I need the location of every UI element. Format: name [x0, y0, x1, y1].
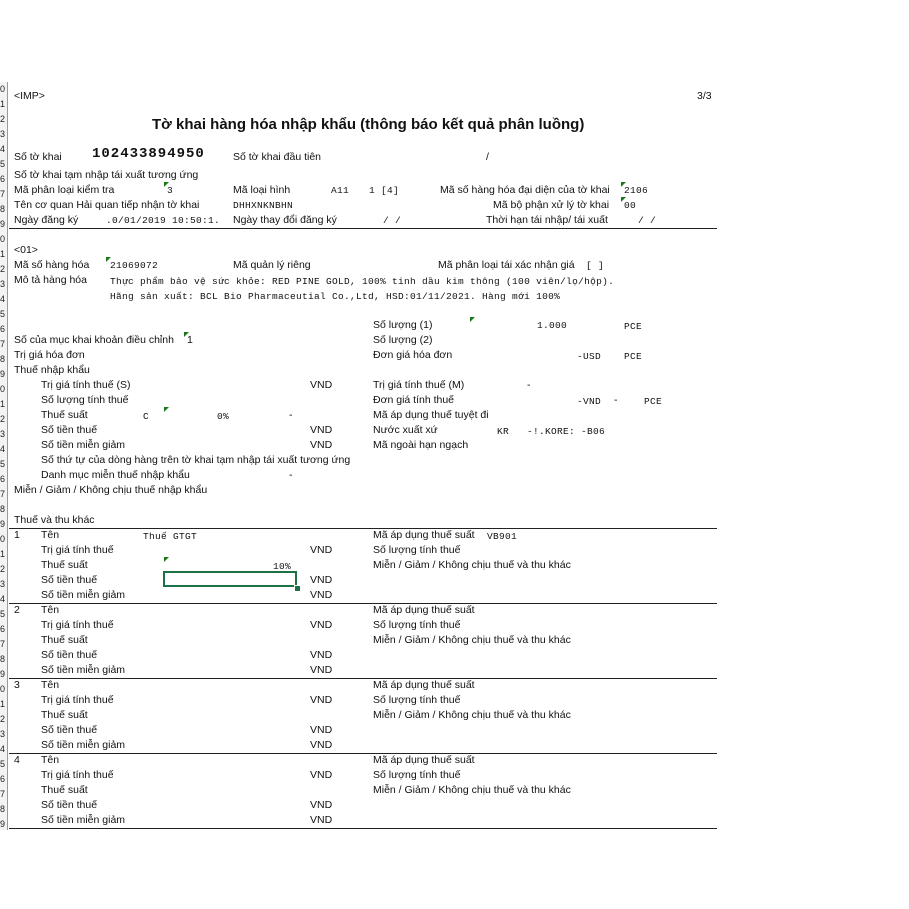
row-number[interactable]: 2: [0, 714, 6, 724]
ma-pl-tai-xac-label: Mã phân loại tái xác nhận giá: [438, 259, 575, 271]
so-tien-mien-giam-label: Số tiền miễn giảm: [41, 814, 126, 826]
cell-marker: [164, 407, 169, 412]
so-luong2-label: Số lượng (2): [373, 334, 433, 346]
tri-gia-tt-label: Trị giá tính thuế: [41, 769, 114, 781]
row-number[interactable]: 0: [0, 534, 6, 544]
ma-ad-value: VB901: [487, 531, 518, 542]
ma-loai-hinh-extra: 1 [4]: [369, 185, 400, 196]
so-luong1-value: 1.000: [537, 320, 568, 331]
ma-ad-ts-label: Mã áp dụng thuế suất: [373, 604, 475, 616]
vnd: VND: [310, 439, 333, 451]
row-number[interactable]: 8: [0, 654, 6, 664]
imp-tag: <IMP>: [14, 90, 45, 102]
nuoc-xuat-xu-code: KR: [497, 426, 510, 437]
so-luong-tt-label: Số lượng tính thuế: [373, 619, 461, 631]
so-luong-tt-label: Số lượng tính thuế: [373, 694, 461, 706]
so-luong1-unit: PCE: [624, 321, 643, 332]
ma-pl-kiem-tra-value: 3: [167, 185, 174, 196]
mien-giam-label: Miễn / Giảm / Không chịu thuế và thu khác: [373, 709, 571, 721]
ten-label: Tên: [41, 679, 60, 691]
row-number[interactable]: 1: [0, 99, 6, 109]
row-number[interactable]: 7: [0, 639, 6, 649]
row-number[interactable]: 8: [0, 354, 6, 364]
co-quan-hq-value: DHHXNKNBHN: [233, 200, 294, 211]
ngay-thay-doi-label: Ngày thay đổi đăng ký: [233, 214, 337, 226]
ma-ad-ts-label: Mã áp dụng thuế suất: [373, 754, 475, 766]
ten-label: Tên: [41, 754, 60, 766]
thoi-han-label: Thời hạn tái nhập/ tái xuất: [486, 214, 608, 226]
slash: /: [486, 151, 489, 163]
so-tk-dau-tien-label: Số tờ khai đầu tiên: [233, 151, 322, 163]
mien-giam-label: Miễn / Giảm / Không chịu thuế và thu khác: [373, 784, 571, 796]
so-tien-mien-giam-label: Số tiền miễn giảm: [41, 664, 126, 676]
tri-gia-tt-label: Trị giá tính thuế: [41, 694, 114, 706]
mo-ta-label: Mô tả hàng hóa: [14, 274, 87, 286]
so-to-khai-label: Số tờ khai: [14, 151, 62, 163]
ten-value: Thuế GTGT: [143, 531, 198, 542]
tri-gia-tt-label: Trị giá tính thuế: [41, 619, 114, 631]
vnd: VND: [310, 694, 333, 706]
row-number[interactable]: 5: [0, 759, 6, 769]
vnd: VND: [310, 574, 333, 586]
vnd: VND: [310, 739, 333, 751]
don-gia-hd-label: Đơn giá hóa đơn: [373, 349, 453, 361]
thue-thu-khac-label: Thuế và thu khác: [14, 514, 95, 526]
fill-handle[interactable]: [294, 585, 301, 592]
thoi-han-value: / /: [638, 215, 657, 226]
dash: -: [289, 409, 293, 421]
vnd: VND: [310, 619, 333, 631]
row-number[interactable]: 8: [0, 504, 6, 514]
divider: [9, 753, 717, 754]
row-number[interactable]: 2: [0, 414, 6, 424]
so-luong1-label: Số lượng (1): [373, 319, 433, 331]
divider: [9, 678, 717, 679]
vnd: VND: [310, 589, 333, 601]
row-number[interactable]: 9: [0, 519, 6, 529]
ten-label: Tên: [41, 529, 60, 541]
dash: -: [527, 379, 531, 391]
selected-cell[interactable]: [163, 571, 297, 587]
mien-giam-label: Miễn / Giảm / Không chịu thuế nhập khẩu: [14, 484, 208, 496]
vnd: VND: [310, 379, 333, 391]
row-number[interactable]: 4: [0, 294, 6, 304]
row-number[interactable]: 7: [0, 189, 6, 199]
page-number: 3/3: [697, 90, 712, 102]
block-number: 1: [14, 529, 20, 541]
ma-loai-hinh-label: Mã loại hình: [233, 184, 291, 196]
ngay-dk-label: Ngày đăng ký: [14, 214, 79, 226]
ma-ql-rieng-label: Mã quản lý riêng: [233, 259, 311, 271]
ma-bo-phan-label: Mã bộ phận xử lý tờ khai: [493, 199, 610, 211]
don-gia-hd-value: -USD: [577, 351, 602, 362]
mien-giam-label: Miễn / Giảm / Không chịu thuế và thu khác: [373, 634, 571, 646]
row-number[interactable]: 0: [0, 384, 6, 394]
don-gia-tt-value: -VND: [577, 396, 602, 407]
ngay-thay-doi-value: / /: [383, 215, 402, 226]
mo-ta-line2: Hãng sản xuất: BCL Bio Pharmaceutial Co.,Ltd, HSD:01/11/2021. Hàng mới 100%: [110, 291, 561, 302]
dash: -: [614, 394, 618, 406]
so-to-khai-value: 102433894950: [92, 146, 205, 162]
ma-ngoai-han-ngach-label: Mã ngoài hạn ngạch: [373, 439, 469, 451]
stt-dong-hang-label: Số thứ tự của dòng hàng trên tờ khai tạm nhập tái xuất tương ứng: [41, 454, 351, 466]
ma-ad-tuyet-doi-label: Mã áp dụng thuế tuyệt đi: [373, 409, 489, 421]
row-number[interactable]: 5: [0, 309, 6, 319]
row-number[interactable]: 4: [0, 744, 6, 754]
row-number[interactable]: 7: [0, 489, 6, 499]
vnd: VND: [310, 799, 333, 811]
mo-ta-line1: Thực phẩm bảo vệ sức khỏe: RED PINE GOLD, 100% tinh dầu kim thông (100 viên/lọ/hộp).: [110, 276, 615, 287]
row-number[interactable]: 6: [0, 324, 6, 334]
row-number[interactable]: 1: [0, 549, 6, 559]
row-number[interactable]: 5: [0, 609, 6, 619]
item-index: <01>: [14, 244, 38, 256]
row-number[interactable]: 4: [0, 144, 6, 154]
tri-gia-tt-label: Trị giá tính thuế: [41, 544, 114, 556]
row-number[interactable]: 3: [0, 729, 6, 739]
ten-label: Tên: [41, 604, 60, 616]
vnd: VND: [310, 814, 333, 826]
ma-ad-ts-label: Mã áp dụng thuế suất: [373, 529, 475, 541]
so-tien-thue-label: Số tiền thuế: [41, 574, 98, 586]
row-number[interactable]: 1: [0, 699, 6, 709]
ma-ad-ts-label: Mã áp dụng thuế suất: [373, 679, 475, 691]
vnd: VND: [310, 424, 333, 436]
thue-suat-label: Thuế suất: [41, 709, 88, 721]
nuoc-xuat-xu-value: -!.KORE: -B06: [527, 426, 606, 437]
row-number[interactable]: 9: [0, 219, 6, 229]
co-quan-hq-label: Tên cơ quan Hải quan tiếp nhận tờ khai: [14, 199, 200, 211]
so-tien-thue-label: Số tiền thuế: [41, 424, 98, 436]
ma-pl-tai-xac-value: [ ]: [586, 260, 605, 271]
row-number[interactable]: 5: [0, 459, 6, 469]
block-number: 2: [14, 604, 20, 616]
so-luong-tt-label: Số lượng tính thuế: [41, 394, 129, 406]
ma-loai-hinh-value: A11: [331, 185, 350, 196]
cell-marker: [470, 317, 475, 322]
block-number: 4: [14, 754, 20, 766]
so-tien-mien-giam-label: Số tiền miễn giảm: [41, 589, 126, 601]
ma-so-hh-dd-value: 2106: [624, 185, 649, 196]
thue-suat-label: Thuế suất: [41, 634, 88, 646]
row-number[interactable]: 5: [0, 159, 6, 169]
divider: [9, 603, 717, 604]
row-number[interactable]: 6: [0, 474, 6, 484]
tri-gia-hd-label: Trị giá hóa đơn: [14, 349, 85, 361]
so-luong-tt-label: Số lượng tính thuế: [373, 544, 461, 556]
vnd: VND: [310, 769, 333, 781]
ngay-dk-value: .0/01/2019 10:50:1.: [106, 215, 221, 226]
ma-bo-phan-value: 00: [624, 200, 637, 211]
mien-giam-label: Miễn / Giảm / Không chịu thuế và thu khác: [373, 559, 571, 571]
row-number[interactable]: 9: [0, 819, 6, 829]
row-number[interactable]: 0: [0, 684, 6, 694]
thue-suat-label: Thuế suất: [41, 559, 88, 571]
thue-suat-label: Thuế suất: [41, 409, 88, 421]
so-luong-tt-label: Số lượng tính thuế: [373, 769, 461, 781]
row-number[interactable]: 3: [0, 129, 6, 139]
row-number[interactable]: 4: [0, 444, 6, 454]
row-number[interactable]: 7: [0, 789, 6, 799]
vnd: VND: [310, 724, 333, 736]
ma-so-hh-value: 21069072: [110, 260, 159, 271]
so-tien-thue-label: Số tiền thuế: [41, 799, 98, 811]
so-muc-khai-value: 1: [187, 334, 193, 346]
don-gia-hd-unit: PCE: [624, 351, 643, 362]
row-number[interactable]: 1: [0, 249, 6, 259]
cell-marker: [164, 557, 169, 562]
row-number[interactable]: 6: [0, 774, 6, 784]
row-number[interactable]: 6: [0, 174, 6, 184]
danh-muc-mien-thue-label: Danh mục miễn thuế nhập khẩu: [41, 469, 190, 481]
divider: [9, 528, 717, 529]
row-number[interactable]: 9: [0, 369, 6, 379]
ma-so-hh-label: Mã số hàng hóa: [14, 259, 90, 271]
so-tien-thue-label: Số tiền thuế: [41, 649, 98, 661]
row-number[interactable]: 9: [0, 669, 6, 679]
divider: [9, 228, 717, 229]
vnd: VND: [310, 664, 333, 676]
thue-suat-code: C: [143, 411, 150, 422]
row-number[interactable]: 6: [0, 624, 6, 634]
vnd: VND: [310, 544, 333, 556]
row-number[interactable]: 2: [0, 264, 6, 274]
row-number[interactable]: 2: [0, 564, 6, 574]
row-number[interactable]: 2: [0, 114, 6, 124]
so-tien-mien-giam-label: Số tiền miễn giảm: [41, 739, 126, 751]
divider: [9, 828, 717, 829]
ma-pl-kiem-tra-label: Mã phân loại kiểm tra: [14, 184, 115, 196]
row-number[interactable]: 7: [0, 339, 6, 349]
thue-suat-label: Thuế suất: [41, 784, 88, 796]
tam-nhap-label: Số tờ khai tạm nhập tái xuất tương ứng: [14, 169, 199, 181]
thue-nk-label: Thuế nhập khẩu: [14, 364, 90, 376]
row-number[interactable]: 0: [0, 234, 6, 244]
dash: -: [289, 469, 293, 481]
tri-gia-tt-m-label: Trị giá tính thuế (M): [373, 379, 465, 391]
row-number[interactable]: 0: [0, 84, 6, 94]
don-gia-tt-label: Đơn giá tính thuế: [373, 394, 455, 406]
row-number[interactable]: 8: [0, 204, 6, 214]
vnd: VND: [310, 649, 333, 661]
row-number[interactable]: 8: [0, 804, 6, 814]
row-number[interactable]: 3: [0, 279, 6, 289]
row-number[interactable]: 3: [0, 579, 6, 589]
block-number: 3: [14, 679, 20, 691]
tri-gia-tt-s-label: Trị giá tính thuế (S): [41, 379, 131, 391]
row-number[interactable]: 4: [0, 594, 6, 604]
so-tien-mien-giam-label: Số tiền miễn giảm: [41, 439, 126, 451]
page-title: Tờ khai hàng hóa nhập khẩu (thông báo kết quả phân luồng): [152, 116, 585, 133]
ma-so-hh-dd-label: Mã số hàng hóa đại diện của tờ khai: [440, 184, 610, 196]
nuoc-xuat-xu-label: Nước xuất xứ: [373, 424, 438, 436]
thue-suat-value: 0%: [217, 411, 230, 422]
row-number[interactable]: 3: [0, 429, 6, 439]
don-gia-tt-unit: PCE: [644, 396, 663, 407]
thue-suat-value: 10%: [273, 561, 292, 572]
row-number[interactable]: 1: [0, 399, 6, 409]
so-muc-khai-label: Số của mục khai khoản điều chỉnh: [14, 334, 174, 346]
so-tien-thue-label: Số tiền thuế: [41, 724, 98, 736]
